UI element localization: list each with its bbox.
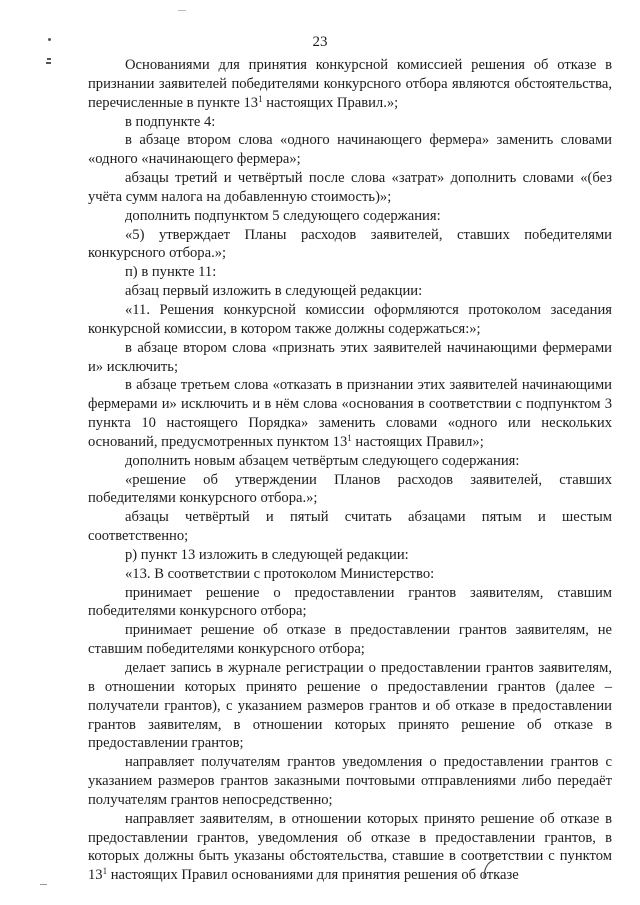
pen-mark xyxy=(480,858,498,880)
paragraph-text: «решение об утверждении Планов расходов заявителей, ставших победителями конкурсного отбора.»; xyxy=(88,471,612,507)
paragraph xyxy=(88,226,612,264)
paragraph-text: направляет заявителям, в отношении которых принято решение об отказе в предоставлении грантов, уведомления об отказе в предоставлении грантов, в которых должны быть указаны обстоятельства, ставшие в соответствии с пунктом 13 xyxy=(88,810,612,884)
paragraph-text: в абзаце втором слова «признать этих заявителей начинающими фермерами и» исключить; xyxy=(88,339,612,375)
scan-mark xyxy=(178,10,186,11)
paragraph xyxy=(88,263,612,282)
paragraph xyxy=(88,621,612,659)
paragraph xyxy=(88,376,612,451)
paragraph xyxy=(88,169,612,207)
paragraph-text: в абзаце втором слова «одного начинающего фермера» заменить словами «одного «начинающего фермера»; xyxy=(88,132,612,168)
paragraph-text: направляет получателям грантов уведомления о предоставлении грантов с указанием размеров грантов заказными почтовыми отправлениями либо передаёт получателям грантов непосредственно; xyxy=(88,754,612,808)
document-body xyxy=(88,56,612,885)
paragraph-text: настоящих Правил основаниями для принятия решения об отказе xyxy=(107,867,519,884)
paragraph-text: Основаниями для принятия конкурсной комиссией решения об отказе в признании заявителей победителями конкурсного отбора являются обстоятельства, перечисленные в пункте 13 xyxy=(88,57,612,111)
paragraph-text: принимает решение о предоставлении грантов заявителям, ставшим победителями конкурсного отбора; xyxy=(88,584,612,620)
superscript: 1 xyxy=(347,432,352,443)
paragraph xyxy=(88,282,612,301)
paragraph xyxy=(88,113,612,132)
paragraph xyxy=(88,659,612,753)
paragraph-text: абзацы третий и четвёртый после слова «затрат» дополнить словами «(без учёта сумм налога на добавленную стоимость)»; xyxy=(88,170,612,205)
paragraph xyxy=(88,565,612,584)
page-number: 23 xyxy=(312,34,328,50)
paragraph-text: р) пункт 13 изложить в следующей редакции: xyxy=(125,546,409,563)
paragraph-text: дополнить подпунктом 5 следующего содержания: xyxy=(125,207,441,224)
paragraph xyxy=(88,207,612,226)
scan-mark xyxy=(47,58,51,60)
paragraph-text: «5) утверждает Планы расходов заявителей, ставших победителями конкурсного отбора.»; xyxy=(88,226,612,262)
paragraph-text: «11. Решения конкурсной комиссии оформляются протоколом заседания конкурсной комиссии, в котором также должны содержаться:»; xyxy=(88,301,612,337)
paragraph-text: п) в пункте 11: xyxy=(125,264,217,281)
paragraph xyxy=(88,584,612,622)
paragraph-text: в абзаце третьем слова «отказать в признании этих заявителей начинающими фермерами и» исключить и в нём слова «основания в соответствии с подпунктом 3 пункта 10 настоящего Порядка» заменить словами «одного или нескольких оснований, предусмотренных пунктом 13 xyxy=(88,377,612,450)
paragraph-text: настоящих Правил»; xyxy=(351,433,484,450)
paragraph xyxy=(88,753,612,810)
paragraph xyxy=(88,301,612,339)
paragraph-text: «13. В соответствии с протоколом Министерство: xyxy=(125,565,435,582)
paragraph-text: абзац первый изложить в следующей редакции: xyxy=(125,283,423,300)
scan-mark xyxy=(40,884,47,885)
paragraph xyxy=(88,339,612,377)
paragraph-text: принимает решение об отказе в предоставлении грантов заявителям, не ставшим победителями конкурсного отбора; xyxy=(88,622,612,658)
paragraph xyxy=(88,56,612,113)
paragraph xyxy=(88,810,612,885)
paragraph-text: абзацы четвёртый и пятый считать абзацами пятым и шестым соответственно; xyxy=(88,509,612,545)
paragraph xyxy=(88,508,612,546)
scan-mark xyxy=(46,62,51,64)
paragraph xyxy=(88,546,612,565)
paragraph xyxy=(88,131,612,169)
paragraph-text: делает запись в журнале регистрации о предоставлении грантов заявителям, в отношении которых принято решение о предоставлении грантов (далее – получатели грантов), с указанием размеров грантов и об отказе в предоставлении грантов заявителям, в отношении которых принято решение об отказе в предоставлении грантов; xyxy=(88,660,612,752)
paragraph xyxy=(88,471,612,509)
paragraph xyxy=(88,452,612,471)
superscript: 1 xyxy=(102,866,108,877)
paragraph-text: в подпункте 4: xyxy=(125,113,216,130)
superscript: 1 xyxy=(258,93,263,104)
paragraph-text: настоящих Правил.»; xyxy=(262,94,399,111)
paragraph-text: дополнить новым абзацем четвёртым следующего содержания: xyxy=(125,452,520,469)
